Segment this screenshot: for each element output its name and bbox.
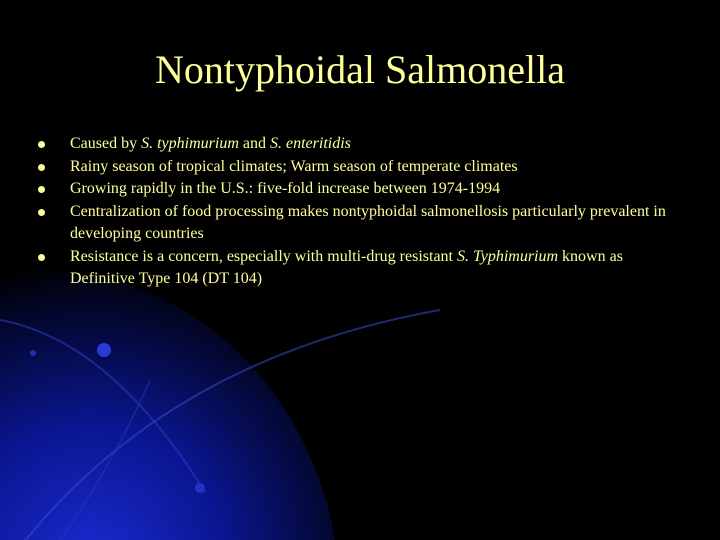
bullet-item xyxy=(36,178,676,201)
bullet-item xyxy=(36,156,676,179)
decorative-orb-large xyxy=(97,343,111,357)
bullet-marker-icon xyxy=(38,209,45,216)
bullet-list xyxy=(36,133,676,291)
bullet-marker-icon xyxy=(38,141,45,148)
italic-text: S. enteritidis xyxy=(270,135,351,152)
decorative-orb-small xyxy=(195,483,205,493)
bullet-item xyxy=(36,133,676,156)
bullet-text: Caused by xyxy=(70,135,142,152)
bullet-text: and xyxy=(238,135,270,152)
italic-text: S. typhimurium xyxy=(141,135,239,152)
bullet-text: Centralization of food processing makes nontyphoidal salmonellosis particularly prevalent in developing countries xyxy=(70,202,666,242)
italic-text: S. Typhimurium xyxy=(457,247,559,265)
decorative-orb-left xyxy=(30,350,36,356)
slide-title: Nontyphoidal Salmonella xyxy=(155,47,565,92)
bullet-marker-icon xyxy=(38,254,45,261)
bullet-text: Growing rapidly in the U.S.: five-fold increase between 1974-1994 xyxy=(70,180,501,197)
bullet-item xyxy=(36,246,676,291)
bullet-text: known as Definitive Type 104 (DT 104) xyxy=(70,247,623,287)
bullet-text: Resistance is a concern, especially with multi-drug resistant xyxy=(70,247,457,265)
bullet-item xyxy=(36,201,676,246)
bullet-text: Rainy season of tropical climates; Warm season of temperate climates xyxy=(70,157,518,175)
bullet-marker-icon xyxy=(38,164,45,171)
bullet-marker-icon xyxy=(38,186,45,193)
